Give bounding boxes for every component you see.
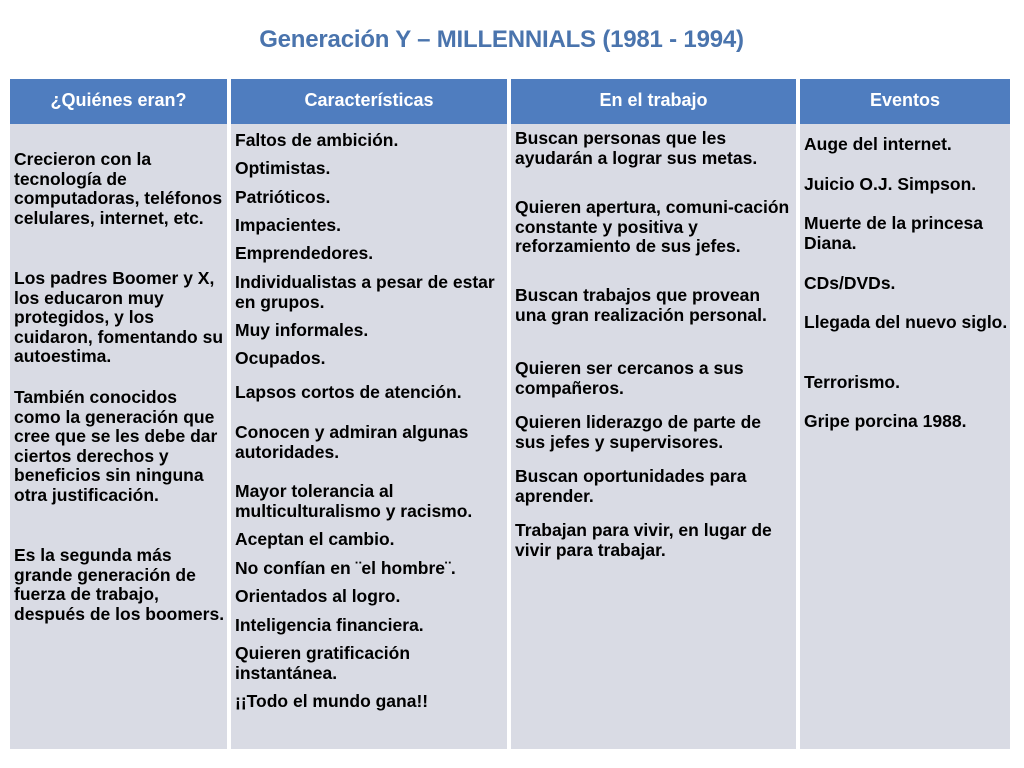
list-item: Impacientes.: [235, 215, 342, 235]
column-eventos: [800, 79, 1010, 749]
list-item: Aceptan el cambio.: [235, 529, 395, 549]
list-item: Quieren ser cercanos a sus compañeros.: [515, 358, 744, 398]
list-item: Muy informales.: [235, 320, 369, 340]
column-en-el-trabajo: [511, 79, 796, 749]
list-item: Conocen y admiran algunas autoridades.: [235, 422, 469, 462]
list-item: Ocupados.: [235, 348, 326, 368]
list-item: Optimistas.: [235, 158, 331, 178]
column-body: [511, 124, 796, 749]
list-item: CDs/DVDs.: [804, 273, 896, 293]
list-item: Quieren liderazgo de parte de sus jefes y supervisores.: [515, 412, 762, 452]
list-item: Buscan personas que les ayudarán a lograr sus metas.: [515, 128, 758, 168]
list-item: Gripe porcina 1988.: [804, 411, 967, 431]
column-header: Características: [231, 79, 507, 125]
list-item: Quieren apertura, comuni-cación constante y positiva y reforzamiento de sus jefes.: [515, 197, 790, 256]
column-body: [800, 124, 1010, 749]
list-item: Buscan trabajos que provean una gran realización personal.: [515, 285, 767, 325]
list-item: Emprendedores.: [235, 243, 374, 263]
column-header: En el trabajo: [511, 79, 796, 125]
list-item: Lapsos cortos de atención.: [235, 382, 462, 402]
list-item: Terrorismo.: [804, 372, 900, 392]
list-item: Orientados al logro.: [235, 586, 401, 606]
list-item: Faltos de ambición.: [235, 130, 399, 150]
list-item: Llegada del nuevo siglo.: [804, 312, 1008, 332]
list-item: Inteligencia financiera.: [235, 615, 424, 635]
page-title: Generación Y – MILLENNIALS (1981 - 1994): [259, 26, 744, 53]
list-item: También conocidos como la generación que cree que se les debe dar ciertos derechos y beneficios sin ninguna otra justificación.: [14, 387, 218, 505]
list-item: Buscan oportunidades para aprender.: [515, 466, 747, 506]
list-item: Mayor tolerancia al multiculturalismo y racismo.: [235, 481, 473, 521]
list-item: No confían en ¨el hombre¨.: [235, 558, 456, 578]
list-item: Quieren gratificación instantánea.: [235, 643, 411, 683]
column-body: [231, 124, 507, 749]
column-quienes-eran: [10, 79, 227, 749]
list-item: Es la segunda más grande generación de fuerza de trabajo, después de los boomers.: [14, 545, 225, 624]
list-item: Trabajan para vivir, en lugar de vivir para trabajar.: [515, 520, 772, 560]
list-item: ¡¡Todo el mundo gana!!: [235, 691, 429, 711]
column-header: ¿Quiénes eran?: [10, 79, 227, 125]
list-item: Individualistas a pesar de estar en grupos.: [235, 272, 495, 312]
list-item: Juicio O.J. Simpson.: [804, 174, 977, 194]
list-item: Patrióticos.: [235, 187, 331, 207]
list-item: Crecieron con la tecnología de computadoras, teléfonos celulares, internet, etc.: [14, 149, 223, 228]
column-caracteristicas: [231, 79, 507, 749]
list-item: Los padres Boomer y X, los educaron muy protegidos, y los cuidaron, fomentando su autoestima.: [14, 268, 224, 366]
column-header: Eventos: [800, 79, 1010, 125]
column-body: [10, 124, 227, 749]
list-item: Auge del internet.: [804, 134, 952, 154]
list-item: Muerte de la princesa Diana.: [804, 213, 983, 253]
